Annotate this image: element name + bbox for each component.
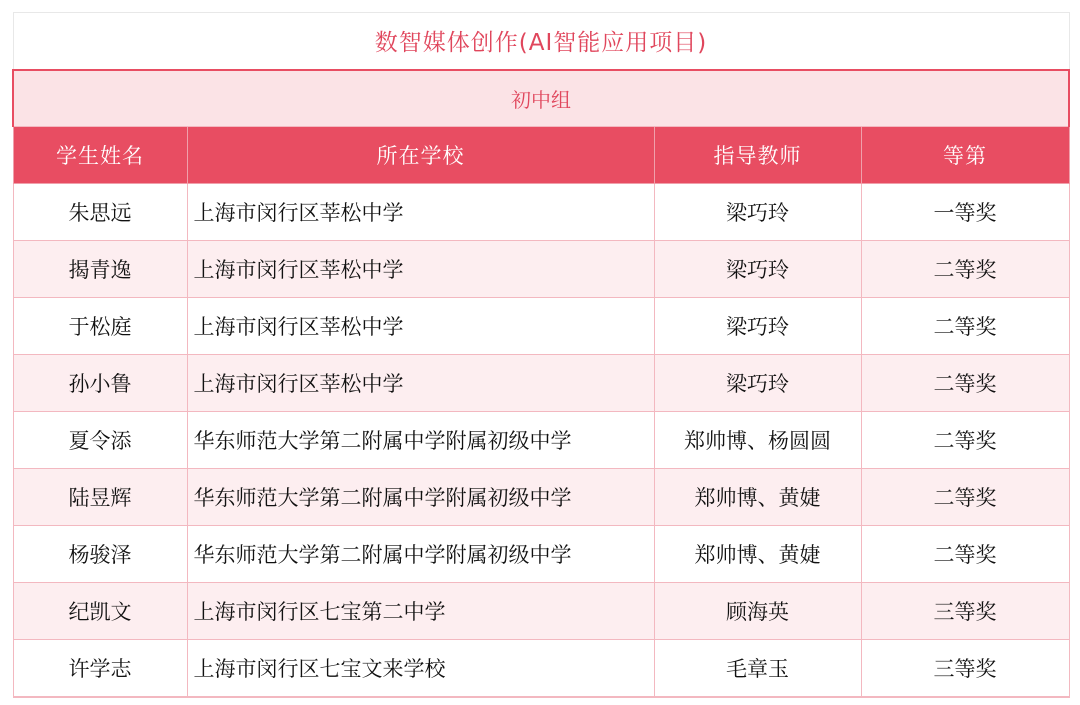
student-name-cell: 揭青逸 [13, 241, 187, 298]
teacher-cell: 毛章玉 [654, 640, 861, 697]
student-name-cell: 杨骏泽 [13, 526, 187, 583]
school-cell: 上海市闵行区七宝第二中学 [187, 583, 654, 640]
teacher-cell: 郑帅博、杨圆圆 [654, 412, 861, 469]
award-cell: 二等奖 [861, 241, 1069, 298]
table-row [13, 583, 1069, 640]
award-cell: 一等奖 [861, 184, 1069, 241]
school-cell: 上海市闵行区莘松中学 [187, 298, 654, 355]
school-cell: 华东师范大学第二附属中学附属初级中学 [187, 412, 654, 469]
title-row [13, 13, 1069, 70]
teacher-cell: 郑帅博、黄婕 [654, 469, 861, 526]
student-name-cell: 朱思远 [13, 184, 187, 241]
table-row [13, 469, 1069, 526]
student-name-cell: 纪凯文 [13, 583, 187, 640]
awards-table [12, 12, 1070, 698]
school-cell: 华东师范大学第二附属中学附属初级中学 [187, 526, 654, 583]
teacher-cell: 郑帅博、黄婕 [654, 526, 861, 583]
award-cell: 二等奖 [861, 298, 1069, 355]
school-cell: 上海市闵行区莘松中学 [187, 241, 654, 298]
award-cell: 三等奖 [861, 583, 1069, 640]
student-name-cell: 夏令添 [13, 412, 187, 469]
teacher-cell: 梁巧玲 [654, 298, 861, 355]
table-row [13, 355, 1069, 412]
table-row [13, 526, 1069, 583]
student-name-cell: 于松庭 [13, 298, 187, 355]
school-cell: 上海市闵行区莘松中学 [187, 355, 654, 412]
table-row [13, 184, 1069, 241]
column-header-teacher: 指导教师 [654, 127, 861, 184]
student-name-cell: 许学志 [13, 640, 187, 697]
award-cell: 二等奖 [861, 355, 1069, 412]
group-row [13, 70, 1069, 127]
table-row [13, 241, 1069, 298]
student-name-cell: 孙小鲁 [13, 355, 187, 412]
award-cell: 二等奖 [861, 469, 1069, 526]
award-cell: 三等奖 [861, 640, 1069, 697]
page-title: 数智媒体创作(AI智能应用项目) [13, 13, 1069, 70]
award-cell: 二等奖 [861, 412, 1069, 469]
table-row [13, 298, 1069, 355]
award-cell: 二等奖 [861, 526, 1069, 583]
school-cell: 上海市闵行区莘松中学 [187, 184, 654, 241]
teacher-cell: 梁巧玲 [654, 355, 861, 412]
school-cell: 上海市闵行区七宝文来学校 [187, 640, 654, 697]
header-row [13, 127, 1069, 184]
column-header-student-name: 学生姓名 [13, 127, 187, 184]
teacher-cell: 梁巧玲 [654, 184, 861, 241]
teacher-cell: 顾海英 [654, 583, 861, 640]
column-header-award: 等第 [861, 127, 1069, 184]
school-cell: 华东师范大学第二附属中学附属初级中学 [187, 469, 654, 526]
group-title: 初中组 [13, 70, 1069, 127]
column-header-school: 所在学校 [187, 127, 654, 184]
table-row [13, 412, 1069, 469]
student-name-cell: 陆昱辉 [13, 469, 187, 526]
teacher-cell: 梁巧玲 [654, 241, 861, 298]
awards-table-body [13, 13, 1069, 697]
table-row [13, 640, 1069, 697]
